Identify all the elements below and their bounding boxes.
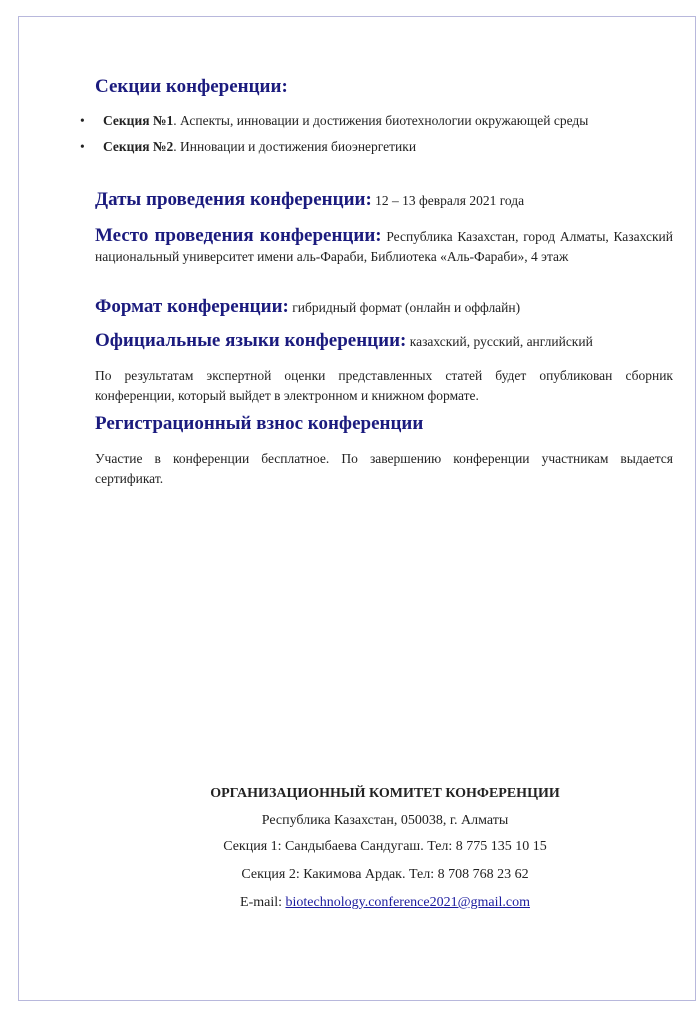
format-value: гибридный формат (онлайн и оффлайн) [288,300,521,315]
committee-address: Республика Казахстан, 050038, г. Алматы [261,813,509,828]
venue-value: Республика Казахстан, город Алматы, Казахский национальный университет имени аль-Фараби, Библиотека «Аль-Фараби», 4 этаж [95,229,673,264]
list-item [80,139,417,155]
section-title: . Аспекты, инновации и достижения биотехнологии окружающей среды [173,113,589,128]
list-item [80,113,589,129]
committee-contact-1: Секция 1: Сандыбаева Сандугаш. Тел: 8 775 135 10 15 [223,839,547,854]
languages-label: Официальные языки конференции: [95,330,407,351]
languages-line [95,330,593,352]
venue-block [95,226,673,267]
committee-title: ОРГАНИЗАЦИОННЫЙ КОМИТЕТ КОНФЕРЕНЦИИ [210,786,560,801]
email-label: E-mail: [240,895,286,910]
format-line [95,296,520,318]
email-link[interactable]: biotechnology.conference2021@gmail.com [285,895,530,910]
dates-label: Даты проведения конференции: [95,189,372,210]
committee-contact-2: Секция 2: Какимова Ардак. Тел: 8 708 768 23 62 [241,867,529,882]
publication-text: По результатам экспертной оценки представленных статей будет опубликован сборник конференции, который выйдет в электронном и книжном формате. [95,368,673,403]
dates-line [95,189,524,211]
section-number: Секция №2 [103,139,174,154]
bullet-icon: • [80,139,85,154]
fee-heading: Регистрационный взнос конференции [95,413,424,434]
section-number: Секция №1 [103,113,174,128]
languages-value: казахский, русский, английский [406,334,593,349]
venue-label: Место проведения конференции: [95,225,382,246]
dates-value: 12 – 13 февраля 2021 года [371,193,525,208]
format-label: Формат конференции: [95,296,289,317]
sections-heading: Секции конференции: [95,76,288,97]
bullet-icon: • [80,113,85,128]
section-title: . Инновации и достижения биоэнергетики [173,139,417,154]
committee-email-line [200,895,570,911]
fee-text: Участие в конференции бесплатное. По завершению конференции участникам выдается сертификат. [95,451,673,486]
